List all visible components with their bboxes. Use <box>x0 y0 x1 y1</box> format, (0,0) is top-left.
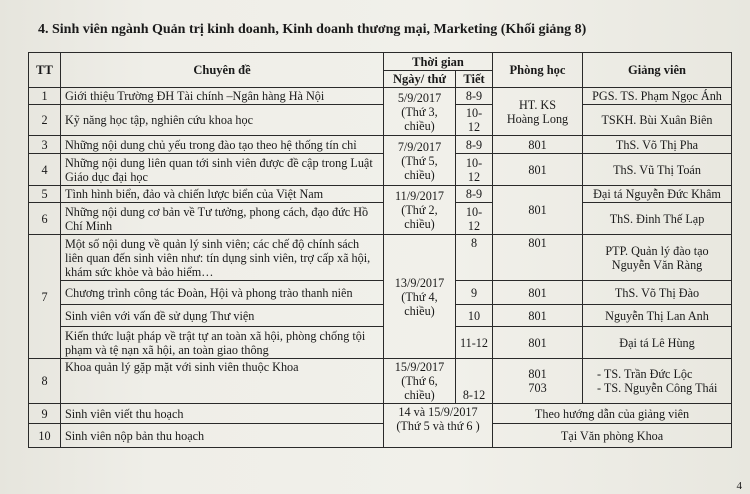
topic-cell: Chương trình công tác Đoàn, Hội và phong trào thanh niên <box>61 281 384 305</box>
topic-cell: Những nội dung cơ bản về Tư tưởng, phong cách, đạo đức Hồ Chí Minh <box>61 203 384 235</box>
period-cell: 11-12 <box>456 327 493 359</box>
period-cell: 8-12 <box>456 359 493 404</box>
date-cell <box>384 235 456 359</box>
lecturer-cell: Đại tá Lê Hùng <box>583 327 732 359</box>
room-cell: 801 <box>493 305 583 327</box>
period-cell: 8-9 <box>456 186 493 203</box>
topic-cell: Sinh viên với vấn đề sử dụng Thư viện <box>61 305 384 327</box>
date-text: 13/9/2017 <box>394 275 445 290</box>
room-cell: 801 <box>493 281 583 305</box>
period-cell: 8 <box>456 235 493 281</box>
topic-cell: Kiến thức luật pháp về trật tự an toàn xã hội, phòng chống tội phạm và tệ nạn xã hội, an toàn giao thông <box>61 327 384 359</box>
lecturer-cell: ThS. Võ Thị Đào <box>583 281 732 305</box>
col-header-topic: Chuyên đề <box>61 53 384 88</box>
date-text: 11/9/2017 <box>395 189 444 203</box>
lecturer-cell: TSKH. Bùi Xuân Biên <box>583 105 732 136</box>
col-header-time: Thời gian <box>384 53 493 71</box>
lecturer-cell: ThS. Võ Thị Pha <box>583 136 732 154</box>
period-cell: 10 <box>456 305 493 327</box>
day-text: (Thứ 3, chiều) <box>401 104 438 133</box>
row-number: 1 <box>29 88 61 105</box>
period-cell: 9 <box>456 281 493 305</box>
col-header-tt: TT <box>29 53 61 88</box>
col-header-period: Tiết <box>456 71 493 88</box>
room-text: 703 <box>528 381 547 395</box>
col-header-room: Phòng học <box>493 53 583 88</box>
date-cell <box>384 88 456 136</box>
row-number: 3 <box>29 136 61 154</box>
topic-cell: Giới thiệu Trường ĐH Tài chính –Ngân hàng Hà Nội <box>61 88 384 105</box>
day-text: (Thứ 5, chiều) <box>401 153 438 182</box>
topic-cell: Những nội dung liên quan tới sinh viên được đề cập trong Luật Giáo dục đại học <box>61 154 384 186</box>
row-number: 6 <box>29 203 61 235</box>
lecturer-text: - TS. Trần Đức Lộc <box>597 367 693 381</box>
room-cell <box>493 359 583 404</box>
lecturer-cell: PGS. TS. Phạm Ngọc Ánh <box>583 88 732 105</box>
lecturer-cell <box>583 359 732 404</box>
page-number: 4 <box>736 480 742 492</box>
room-cell: 801 <box>493 327 583 359</box>
topic-cell: Kỹ năng học tập, nghiên cứu khoa học <box>61 105 384 136</box>
topic-cell: Sinh viên viết thu hoạch <box>61 404 384 424</box>
day-text: (Thứ 5 và thứ 6 ) <box>396 419 480 433</box>
room-text: Hoàng Long <box>506 111 569 126</box>
date-cell <box>384 404 493 448</box>
date-cell <box>384 136 456 186</box>
room-cell: 801 <box>493 136 583 154</box>
date-text: 15/9/2017 <box>394 360 445 374</box>
topic-cell: Sinh viên nộp bản thu hoạch <box>61 424 384 448</box>
room-cell: 801 <box>493 235 583 281</box>
lecturer-cell: ThS. Đinh Thế Lạp <box>583 203 732 235</box>
section-heading: 4. Sinh viên ngành Quản trị kinh doanh, Kinh doanh thương mại, Marketing (Khối giảng 8) <box>38 22 587 37</box>
lecturer-text: - TS. Nguyễn Công Thái <box>597 381 718 395</box>
period-cell: 10-12 <box>456 105 493 136</box>
date-text: 14 và 15/9/2017 <box>398 405 478 419</box>
room-cell: 801 <box>493 154 583 186</box>
date-text: 5/9/2017 <box>397 90 442 105</box>
lecturer-cell: Đại tá Nguyễn Đức Khâm <box>583 186 732 203</box>
lecturer-cell: PTP. Quản lý đào tạo Nguyễn Văn Ràng <box>583 235 732 281</box>
room-text: 801 <box>528 367 547 381</box>
col-header-date: Ngày/ thứ <box>384 71 456 88</box>
lecturer-cell: Nguyễn Thị Lan Anh <box>583 305 732 327</box>
row-number: 9 <box>29 404 61 424</box>
room-cell <box>493 88 583 136</box>
period-cell: 10-12 <box>456 203 493 235</box>
topic-cell: Tình hình biển, đảo và chiến lược biển của Việt Nam <box>61 186 384 203</box>
row-number: 7 <box>29 235 61 359</box>
topic-cell: Một số nội dung về quản lý sinh viên; các chế độ chính sách liên quan đến sinh viên như: tín dụng sinh viên, trợ cấp xã hội, khám sức khỏe và bảo hiểm… <box>61 235 384 281</box>
period-cell: 8-9 <box>456 88 493 105</box>
period-cell: 10-12 <box>456 154 493 186</box>
day-text: (Thứ 2, chiều) <box>401 203 438 231</box>
col-header-lecturer: Giảng viên <box>583 53 732 88</box>
room-text: HT. KS <box>519 97 557 112</box>
day-text: (Thứ 4, chiều) <box>401 289 438 318</box>
row-number: 2 <box>29 105 61 136</box>
topic-cell: Những nội dung chủ yếu trong đào tạo theo hệ thống tín chỉ <box>61 136 384 154</box>
row-number: 4 <box>29 154 61 186</box>
schedule-table <box>28 52 732 448</box>
day-text: (Thứ 6, chiều) <box>401 374 438 402</box>
date-cell <box>384 359 456 404</box>
lecturer-cell: ThS. Vũ Thị Toán <box>583 154 732 186</box>
period-cell: 8-9 <box>456 136 493 154</box>
row-number: 8 <box>29 359 61 404</box>
date-cell <box>384 186 456 235</box>
date-text: 7/9/2017 <box>397 139 442 154</box>
row-number: 5 <box>29 186 61 203</box>
note-cell: Theo hướng dẫn của giảng viên <box>493 404 732 424</box>
note-cell: Tại Văn phòng Khoa <box>493 424 732 448</box>
topic-cell: Khoa quản lý gặp mặt với sinh viên thuộc Khoa <box>61 359 384 404</box>
row-number: 10 <box>29 424 61 448</box>
room-cell: 801 <box>493 186 583 235</box>
